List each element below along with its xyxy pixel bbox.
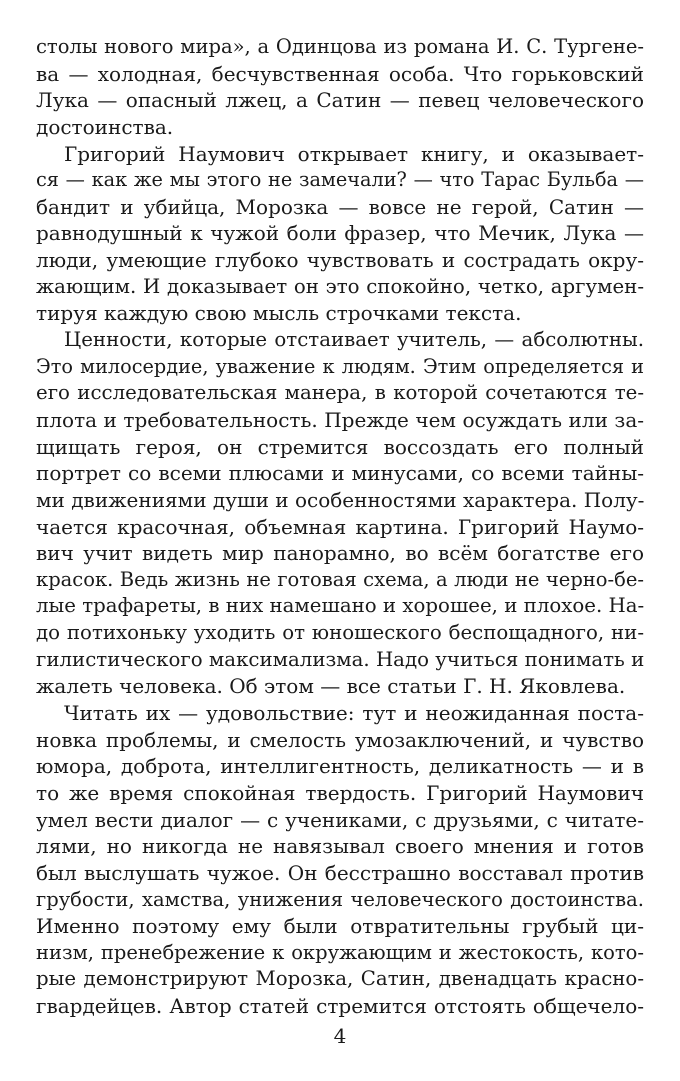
text-line: Именно поэтому ему были отвратительны грубый ци- [36,914,644,939]
text-line: юмора, доброта, интеллигентность, деликатность — и в [36,754,644,779]
text-line: лями, но никогда не навязывал своего мнения и готов [36,834,644,859]
text-line: гилистического максимализма. Надо учиться понимать и [36,647,644,671]
text-line: низм, пренебрежение к окружающим и жестокость, кото- [36,940,644,964]
text-line: жающим. И доказывает он это спокойно, четко, аргумен- [36,274,644,298]
book-page-text [36,34,644,1020]
text-line: до потихоньку уходить от юношеского беспощадного, ни- [36,621,644,645]
text-line: портрет со всеми плюсами и минусами, со всеми тайны- [36,461,644,486]
text-line: его исследовательская манера, в которой сочетаются те- [36,381,644,405]
text-line: Это милосердие, уважение к людям. Этим определяется и [36,354,644,378]
paragraph-2 [36,141,644,327]
text-line: Лука — опасный лжец, а Сатин — певец человеческого [36,88,644,113]
text-line: красок. Ведь жизнь не готовая схема, а люди не черно-бе- [36,567,644,591]
text-line: щищать героя, он стремится воссоздать его полный [36,434,644,459]
text-line: гвардейцев. Автор статей стремится отстоять общечело- [36,994,644,1019]
text-line: равнодушный к чужой боли фразер, что Мечик, Лука — [36,221,644,246]
paragraph-1 [36,34,644,141]
text-line: Ценности, которые отстаивает учитель, — абсолютны. [64,328,644,352]
text-line: Читать их — удовольствие: тут и неожиданная поста- [64,701,644,726]
text-line: вич учит видеть мир панорамно, во всём богатстве его [36,541,644,566]
text-line: ва — холодная, бесчувственная особа. Что горьковский [36,61,644,86]
text-line: тируя каждую свою мысль строчками текста. [36,301,522,326]
paragraph-4 [36,700,644,1020]
text-line: бандит и убийца, Морозка — вовсе не герой, Сатин — [36,194,644,219]
text-line: жалеть человека. Об этом — все статьи Г. Н. Яковлева. [36,674,626,699]
text-line: ми движениями души и особенностями характера. Полу- [36,487,644,512]
text-line: лые трафареты, в них намешано и хорошее, и плохое. На- [36,594,644,618]
text-line: рые демонстрируют Морозка, Сатин, двенадцать красно- [36,967,644,991]
text-line: грубости, хамства, унижения человеческого достоинства. [36,887,644,911]
text-line: столы нового мира», а Одинцова из романа И. С. Тургене- [36,35,644,58]
text-line: новка проблемы, и смелость умозаключений, и чувство [36,727,644,752]
text-line: плота и требовательность. Прежде чем осуждать или за- [36,407,644,432]
text-line: ся — как же мы этого не замечали? — что Тарас Бульба — [36,168,644,192]
paragraph-3 [36,327,644,700]
text-line: люди, умеющие глубоко чувствовать и сострадать окру- [36,248,644,273]
text-line: то же время спокойная твердость. Григорий Наумович [36,780,644,805]
page-number: 4 [333,1024,347,1048]
text-line: Григорий Наумович открывает книгу, и оказывает- [64,141,644,166]
text-line: умел вести диалог — с учениками, с друзьями, с читате- [36,807,644,832]
text-line: был выслушать чужое. Он бесстрашно восставал против [36,860,644,885]
text-line: достоинства. [36,114,174,139]
text-line: чается красочная, объемная картина. Григорий Наумо- [36,514,644,539]
